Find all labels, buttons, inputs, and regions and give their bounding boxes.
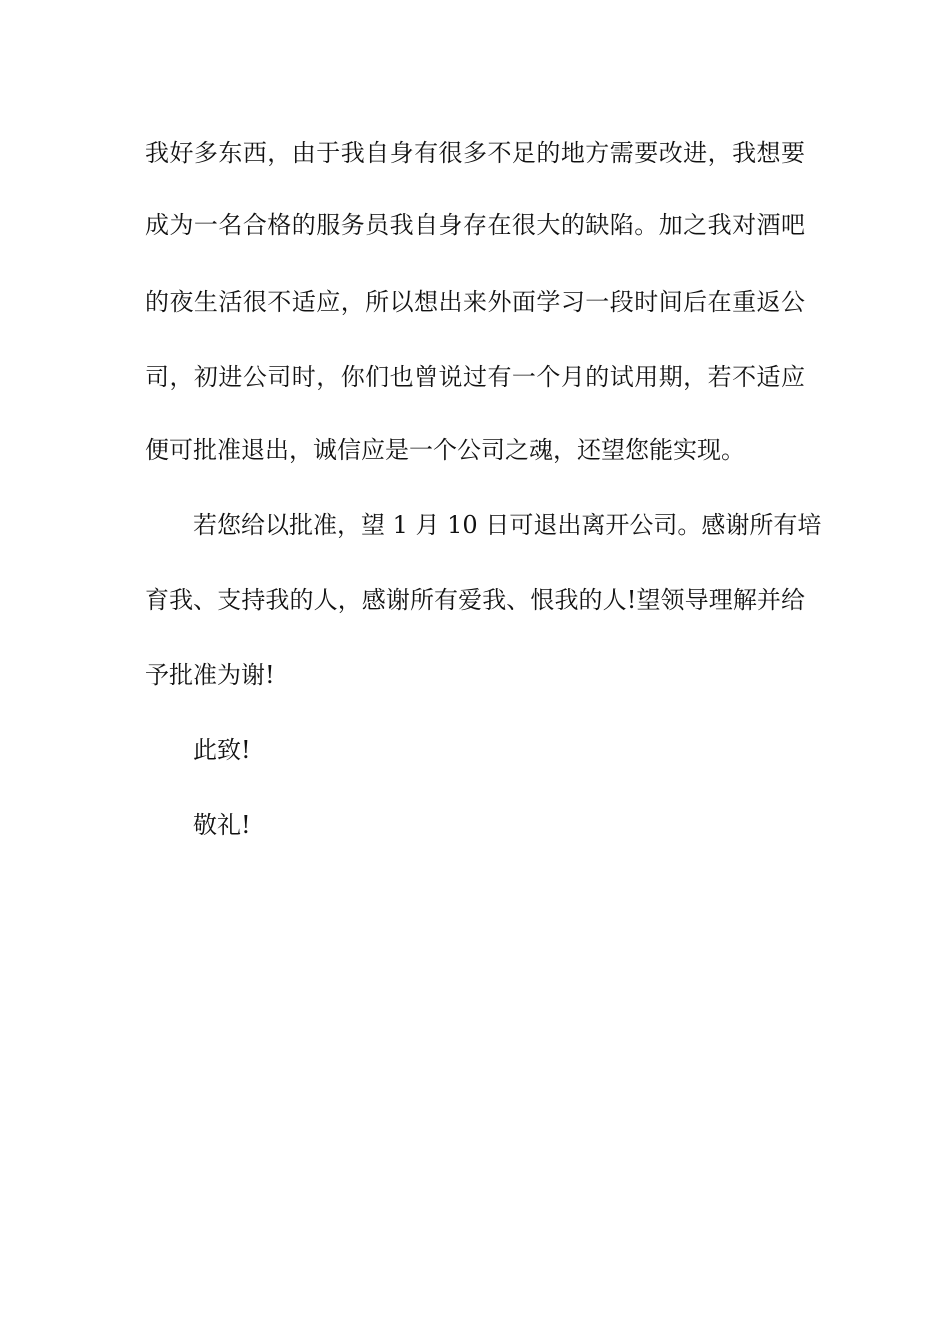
paragraph-1-line-3: 的夜生活很不适应，所以想出来外面学习一段时间后在重返公 [145, 288, 805, 316]
paragraph-2-line-3: 予批准为谢! [145, 661, 275, 689]
closing-salutation: 此致! [193, 736, 251, 764]
paragraph-1-line-1: 我好多东西，由于我自身有很多不足的地方需要改进，我想要 [145, 139, 805, 167]
paragraph-1-line-4: 司，初进公司时，你们也曾说过有一个月的试用期，若不适应 [145, 363, 805, 391]
paragraph-2-line-2: 育我、支持我的人，感谢所有爱我、恨我的人!望领导理解并给 [145, 586, 805, 614]
paragraph-2-line-1: 若您给以批准，望 1 月 10 日可退出离开公司。感谢所有培 [193, 511, 822, 539]
closing-regards: 敬礼! [193, 811, 251, 839]
paragraph-1-line-2: 成为一名合格的服务员我自身存在很大的缺陷。加之我对酒吧 [145, 211, 805, 239]
paragraph-1-line-5: 便可批准退出，诚信应是一个公司之魂，还望您能实现。 [145, 436, 745, 464]
